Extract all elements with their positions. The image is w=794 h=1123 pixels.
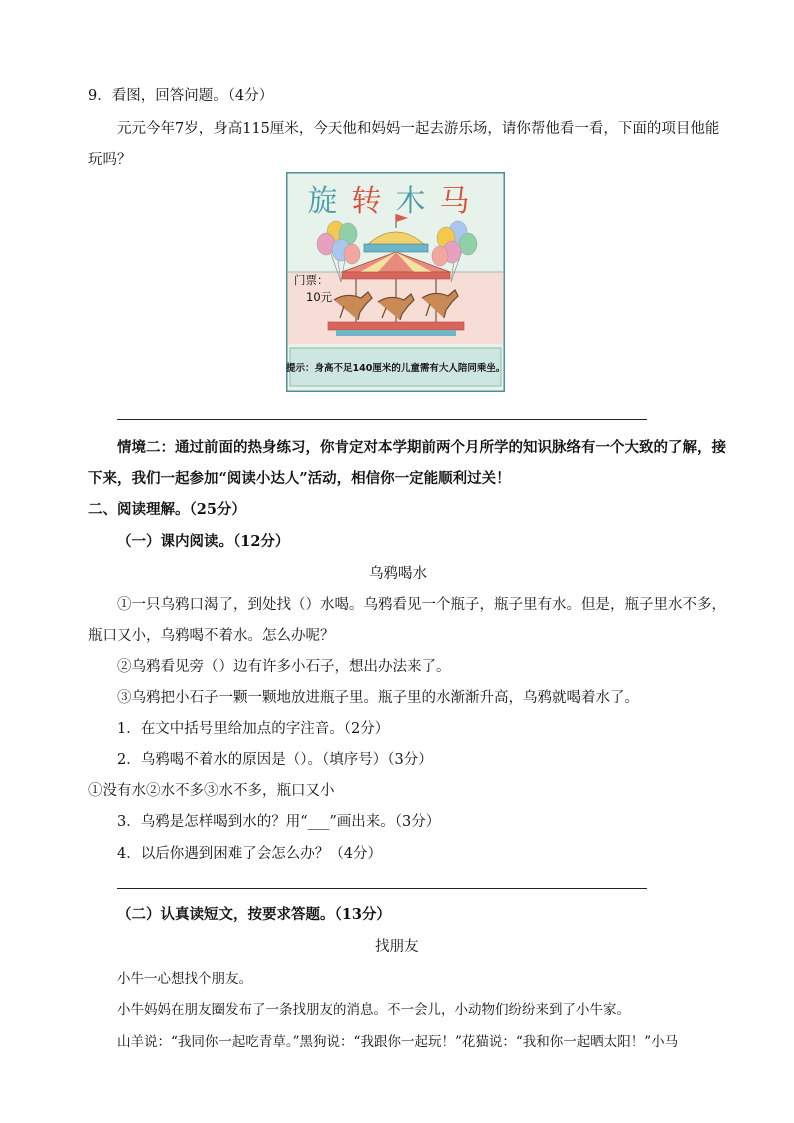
divider-2	[117, 888, 647, 889]
poster-title-char-4: 马	[439, 184, 484, 219]
passage1-para2: ②乌鸦看见旁（）边有许多小石子，想出办法来了。	[117, 659, 451, 675]
passage1-para1-line2: 瓶口又小，乌鸦喝不着水。怎么办呢？	[88, 628, 335, 644]
carousel-poster	[286, 172, 505, 392]
question-9-text-line1: 元元今年7岁，身高115厘米，今天他和妈妈一起去游乐场，请你帮他看一看，下面的项目他能	[117, 121, 720, 137]
ticket-price: 10元	[306, 290, 333, 304]
question-4: 4．以后你遇到困难了会怎么办？（4分）	[117, 846, 382, 862]
divider-1	[117, 419, 647, 420]
question-2-options: ①没有水②水不多③水不多，瓶口又小	[88, 783, 335, 799]
scenario-text-line2: 下来，我们一起参加“阅读小达人”活动，相信你一定能顺利过关！	[88, 470, 511, 487]
section-heading: 二、阅读理解。（25分）	[88, 501, 246, 518]
poster-title-char-3: 木	[395, 184, 440, 219]
passage2-line1: 小牛一心想找个朋友。	[117, 971, 252, 987]
passage1-para3: ③乌鸦把小石子一颗一颗地放进瓶子里。瓶子里的水渐渐升高，乌鸦就喝着水了。	[117, 690, 639, 706]
ticket-label: 门票：	[294, 273, 329, 287]
poster-title	[286, 176, 505, 220]
question-1: 1．在文中括号里给加点的字注音。（2分）	[117, 721, 390, 737]
poster-title-char-2: 转	[351, 184, 396, 219]
part1-heading: （一）课内阅读。（12分）	[117, 533, 290, 550]
question-3: 3．乌鸦是怎样喝到水的？用“___”画出来。（3分）	[117, 814, 441, 830]
question-9-text-line2: 玩吗？	[88, 152, 132, 168]
passage1-title: 乌鸦喝水	[369, 566, 427, 582]
scenario-text-line1: 情境二：通过前面的热身练习，你肯定对本学期前两个月所学的知识脉络有一个大致的了解，接	[117, 439, 726, 456]
question-2: 2．乌鸦喝不着水的原因是（）。（填序号）（3分）	[117, 752, 433, 768]
poster-title-char-1: 旋	[307, 184, 352, 219]
question-9-title: 9．看图，回答问题。（4分）	[88, 88, 274, 104]
part2-heading: （二）认真读短文，按要求答题。（13分）	[117, 906, 391, 923]
passage2-title: 找朋友	[375, 939, 419, 955]
passage2-line2: 小牛妈妈在朋友圈发布了一条找朋友的消息。不一会儿，小动物们纷纷来到了小牛家。	[117, 1002, 630, 1018]
passage2-line3: 山羊说：“我同你一起吃青草。”黑狗说：“我跟你一起玩！”花猫说：“我和你一起晒太阳！”小马	[117, 1034, 679, 1050]
poster-tip: 提示：身高不足140厘米的儿童需有大人陪同乘坐。	[286, 363, 506, 374]
passage1-para1-line1: ①一只乌鸦口渴了，到处找（）水喝。乌鸦看见一个瓶子，瓶子里有水。但是，瓶子里水不多，	[117, 597, 726, 613]
